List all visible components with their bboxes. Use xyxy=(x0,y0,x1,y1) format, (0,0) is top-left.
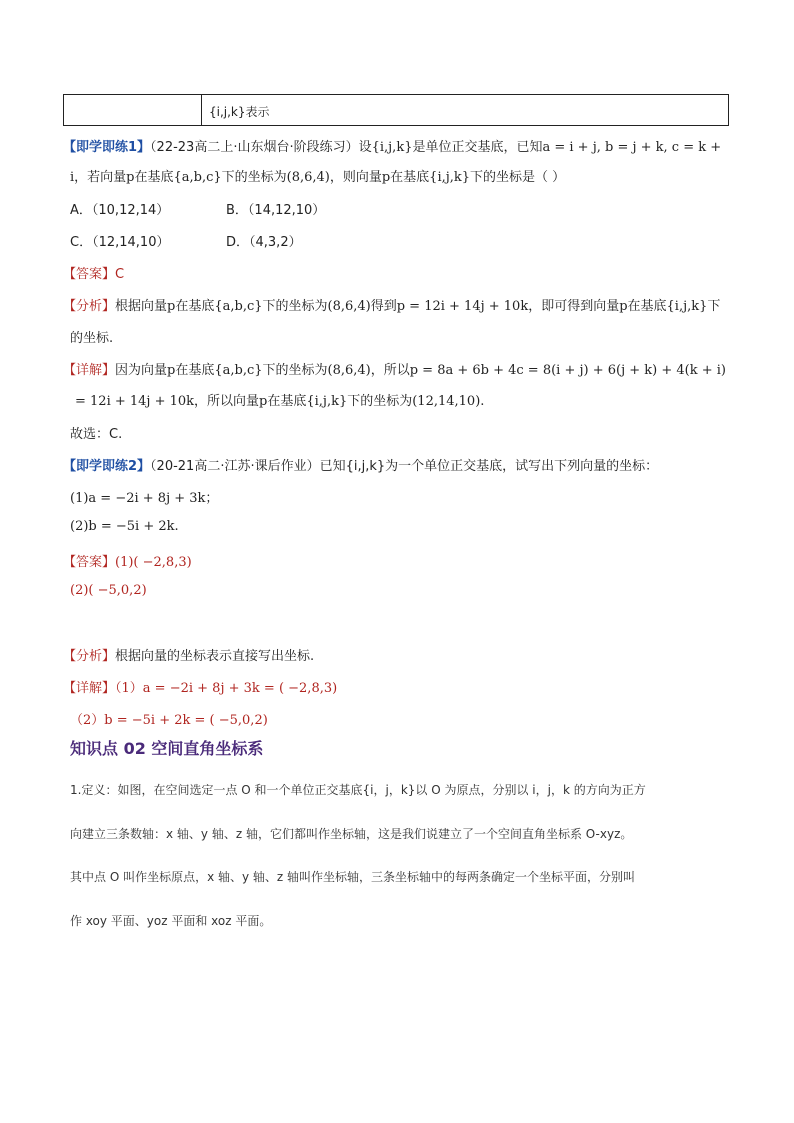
section-heading: 知识点 02 空间直角坐标系 xyxy=(70,739,264,758)
exercise-source: （20-21高二·江苏·课后作业） xyxy=(150,459,320,474)
exercise-tag: 【即学即练1】 xyxy=(63,140,151,155)
question-2: (2)b = −5i + 2k. xyxy=(70,519,179,534)
detail-line-2: （2）b = −5i + 2k = ( −5,0,2) xyxy=(70,713,268,728)
analysis-text: 根据向量的坐标表示直接写出坐标. xyxy=(115,649,315,664)
section-paragraph-line: 其中点 O 叫作坐标原点，x 轴、y 轴、z 轴叫作坐标轴，三条坐标轴中的每两条确定一个坐标平面，分别叫 xyxy=(70,870,636,884)
answer-line xyxy=(63,551,192,570)
choice-line: 故选：C. xyxy=(70,427,123,442)
exercise-stem: 设{i,j,k}是单位正交基底，已知a = i + j, b = j + k, c = k + xyxy=(358,140,722,155)
option-a: A．（10,12,14） xyxy=(70,203,170,218)
answer-value: C xyxy=(115,267,125,282)
table-cell: {i,j,k}表示 xyxy=(209,105,270,119)
detail-text: 因为向量p在基底{a,b,c}下的坐标为(8,6,4)，所以p = 8a + 6b + 4c = 8(i + j) + 6(j + k) + 4(k + i) xyxy=(115,363,726,378)
option-c: C．（12,14,10） xyxy=(70,235,170,250)
detail-line-1 xyxy=(63,677,337,696)
option-d: D．（4,3,2） xyxy=(226,235,302,250)
analysis-line-1 xyxy=(63,295,720,314)
answer-tag: 【答案】 xyxy=(63,555,116,570)
section-paragraph-line: 1.定义：如图，在空间选定一点 O 和一个单位正交基底{i，j，k}以 O 为原点，分别以 i，j，k 的方向为正方 xyxy=(70,783,646,797)
exercise-1-line-1 xyxy=(63,136,721,155)
analysis-text: 根据向量p在基底{a,b,c}下的坐标为(8,6,4)得到p = 12i + 14j + 10k，即可得到向量p在基底{i,j,k}下 xyxy=(115,299,721,314)
section-paragraph-line: 作 xoy 平面、yoz 平面和 xoz 平面。 xyxy=(70,914,272,928)
detail-text: （1）a = −2i + 8j + 3k = ( −2,8,3) xyxy=(115,681,338,696)
table-divider xyxy=(201,95,202,125)
exercise-source: （22-23高二上·山东烟台·阶段练习） xyxy=(150,140,359,155)
question-1: (1)a = −2i + 8j + 3k； xyxy=(70,491,219,506)
detail-line-2: = 12i + 14j + 10k，所以向量p在基底{i,j,k}下的坐标为(12,14,10). xyxy=(75,394,485,409)
option-b: B．（14,12,10） xyxy=(226,203,326,218)
analysis-line xyxy=(63,645,314,664)
analysis-line-2: 的坐标. xyxy=(70,331,114,346)
answer-tag: 【答案】 xyxy=(63,267,116,282)
exercise-tag: 【即学即练2】 xyxy=(63,459,151,474)
answer-value: (1)( −2,8,3) xyxy=(115,555,192,570)
exercise-2-line-1 xyxy=(63,455,658,474)
detail-tag: 【详解】 xyxy=(63,363,116,378)
answer-value-2: (2)( −5,0,2) xyxy=(70,583,147,598)
detail-tag: 【详解】 xyxy=(63,681,116,696)
detail-line-1 xyxy=(63,359,726,378)
analysis-tag: 【分析】 xyxy=(63,299,116,314)
answer-line xyxy=(63,263,124,282)
exercise-1-line-2: i，若向量p在基底{a,b,c}下的坐标为(8,6,4)，则向量p在基底{i,j,k}下的坐标是（ ） xyxy=(70,170,566,185)
table-row xyxy=(63,94,729,126)
section-paragraph-line: 向建立三条数轴：x 轴、y 轴、z 轴，它们都叫作坐标轴，这是我们说建立了一个空间直角坐标系 O-xyz。 xyxy=(70,827,633,841)
analysis-tag: 【分析】 xyxy=(63,649,116,664)
exercise-stem: 已知{i,j,k}为一个单位正交基底，试写出下列向量的坐标： xyxy=(319,459,659,474)
